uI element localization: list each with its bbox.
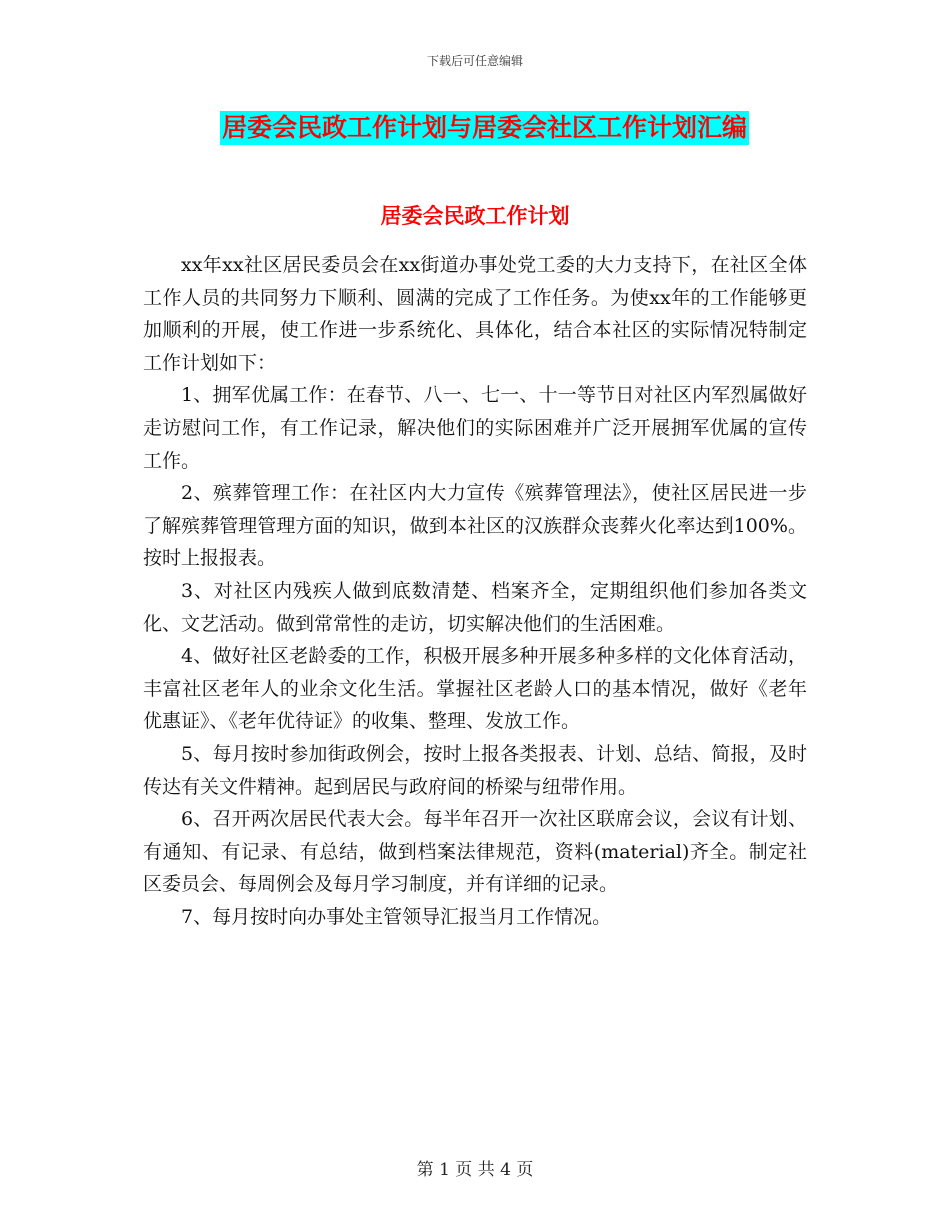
- paragraph-item-7: 7、每月按时向办事处主管领导汇报当月工作情况。: [181, 905, 612, 928]
- paragraph-item-6: 6、召开两次居民代表大会。每半年召开一次社区联席会议，会议有计划、有通知、有记录、有总结，做到档案法律规范，资料(material)齐全。制定社区委员会、每周例会及每月学习制度，并有详细的记录。: [143, 808, 807, 896]
- paragraph-item-2: 2、殡葬管理工作：在社区内大力宣传《殡葬管理法》，使社区居民进一步了解殡葬管理管理方面的知识，做到本社区的汉族群众丧葬火化率达到100%。按时上报报表。: [143, 482, 807, 570]
- paragraph-item-5: 5、每月按时参加街政例会，按时上报各类报表、计划、总结、简报，及时传达有关文件精神。起到居民与政府间的桥梁与纽带作用。: [143, 742, 807, 798]
- page-footer: 第 1 页 共 4 页: [416, 1160, 534, 1180]
- paragraph-item-1: 1、拥军优属工作：在春节、八一、七一、十一等节日对社区内军烈属做好走访慰问工作，有工作记录，解决他们的实际困难并广泛开展拥军优属的宣传工作。: [143, 384, 807, 472]
- section-title: 居委会民政工作计划: [380, 204, 570, 228]
- paragraph-item-4: 4、做好社区老龄委的工作，积极开展多种开展多种多样的文化体育活动，丰富社区老年人的业余文化生活。掌握社区老龄人口的基本情况，做好《老年优惠证》、《老年优待证》的收集、整理、发放工作。: [143, 645, 807, 733]
- main-title: 居委会民政工作计划与居委会社区工作计划汇编: [220, 111, 749, 145]
- paragraph-item-3: 3、对社区内残疾人做到底数清楚、档案齐全，定期组织他们参加各类文化、文艺活动。做到常常性的走访，切实解决他们的生活困难。: [143, 579, 807, 635]
- paragraph-intro: xx年xx社区居民委员会在xx街道办事处党工委的大力支持下，在社区全体工作人员的共同努力下顺利、圆满的完成了工作任务。为使xx年的工作能够更加顺利的开展，使工作进一步系统化、具体化，结合本社区的实际情况特制定工作计划如下：: [143, 254, 807, 374]
- body-text: [143, 249, 807, 933]
- header-note: 下载后可任意编辑: [426, 54, 523, 68]
